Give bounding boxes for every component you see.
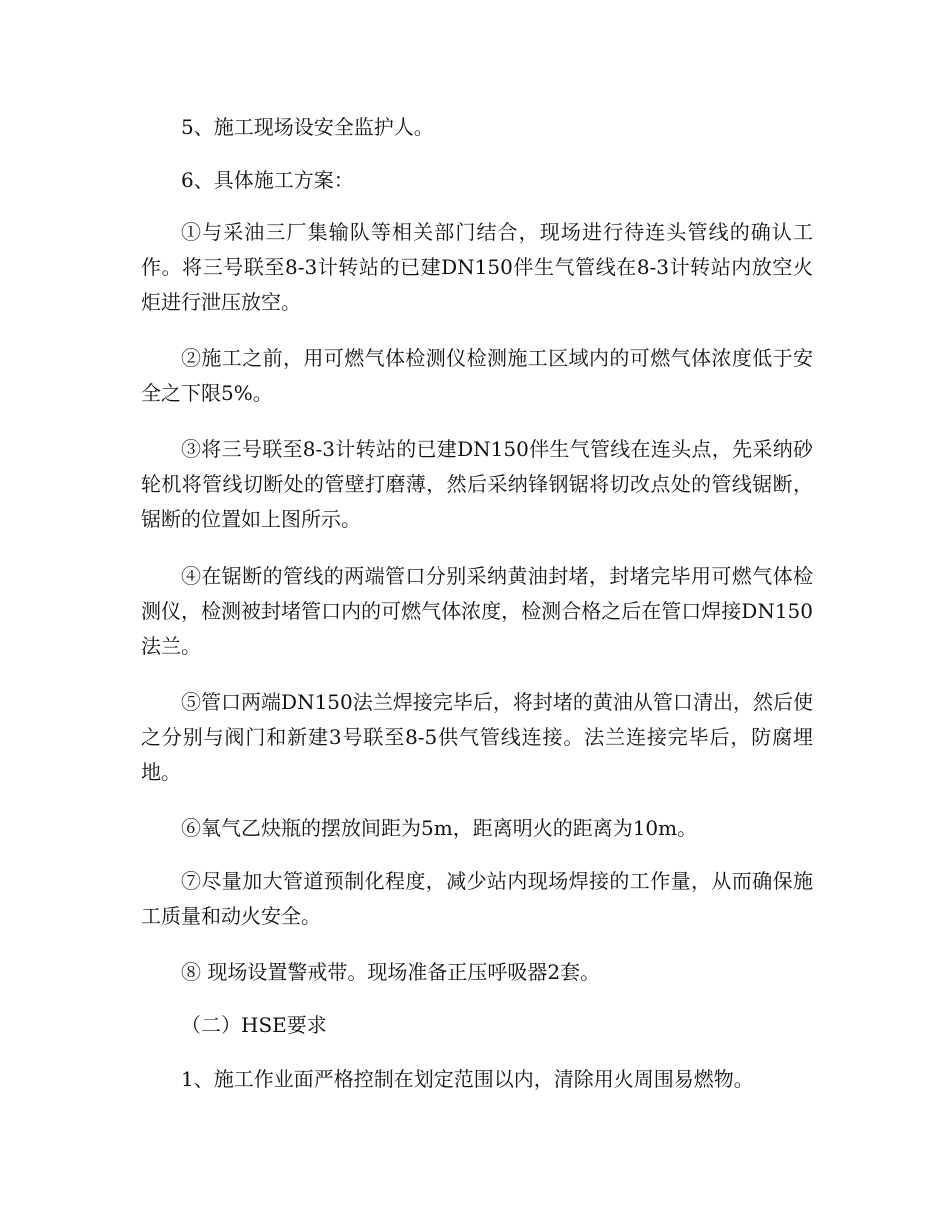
paragraph-safety-guardian: 5、施工现场设安全监护人。 xyxy=(181,115,434,139)
section-heading-hse: （二）HSE要求 xyxy=(181,1013,327,1037)
paragraph-step-1: ①与采油三厂集输队等相关部门结合，现场进行待连头管线的确认工作。将三号联至8-3计转站的已建DN150伴生气管线在8-3计转站内放空火炬进行泄压放空。 xyxy=(141,220,813,314)
paragraph-step-8: ⑧ 现场设置警戒带。现场准备正压呼吸器2套。 xyxy=(181,960,601,984)
paragraph-step-2: ②施工之前，用可燃气体检测仪检测施工区域内的可燃气体浓度低于安全之下限5%。 xyxy=(141,346,813,405)
paragraph-hse-item-1: 1、施工作业面严格控制在划定范围以内，清除用火周围易燃物。 xyxy=(181,1067,754,1091)
paragraph-step-5: ⑤管口两端DN150法兰焊接完毕后，将封堵的黄油从管口清出，然后使之分别与阀门和新建3号联至8-5供气管线连接。法兰连接完毕后，防腐埋地。 xyxy=(141,690,813,784)
paragraph-step-3: ③将三号联至8-3计转站的已建DN150伴生气管线在连头点，先采纳砂轮机将管线切断处的管壁打磨薄，然后采纳锋钢锯将切改点处的管线锯断，锯断的位置如上图所示。 xyxy=(141,437,813,531)
paragraph-construction-plan-heading: 6、具体施工方案： xyxy=(181,168,354,192)
paragraph-step-7: ⑦尽量加大管道预制化程度，减少站内现场焊接的工作量，从而确保施工质量和动火安全。 xyxy=(141,869,813,928)
paragraph-step-6: ⑥氧气乙炔瓶的摆放间距为5m，距离明火的距离为10m。 xyxy=(181,816,698,840)
paragraph-step-4: ④在锯断的管线的两端管口分别采纳黄油封堵，封堵完毕用可燃气体检测仪，检测被封堵管口内的可燃气体浓度，检测合格之后在管口焊接DN150法兰。 xyxy=(141,564,813,658)
